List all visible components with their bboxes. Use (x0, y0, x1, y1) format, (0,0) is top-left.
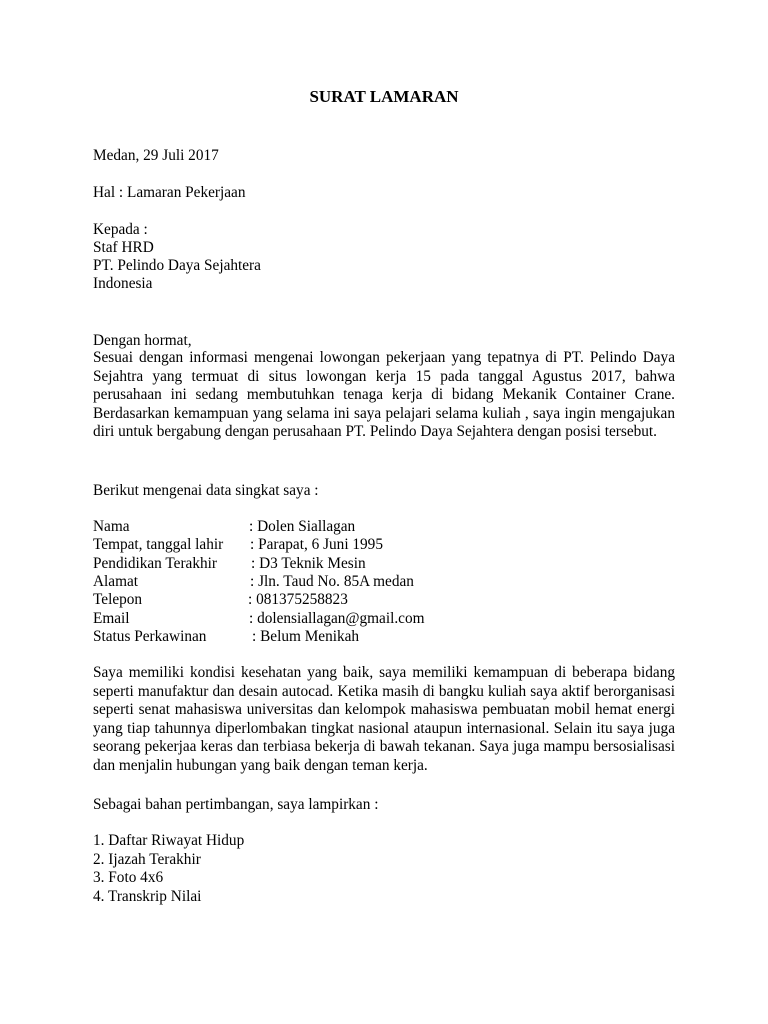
attachment-item: 3. Foto 4x6 (93, 869, 164, 886)
personal-value-marital: : Belum Menikah (252, 628, 360, 645)
recipient-line1: Staf HRD (93, 239, 154, 256)
personal-value-name: : Dolen Siallagan (249, 518, 356, 535)
personal-value-phone: : 081375258823 (248, 591, 348, 608)
personal-label-name: Nama (93, 518, 130, 535)
personal-value-address: : Jln. Taud No. 85A medan (250, 573, 414, 590)
attachments-list (93, 832, 244, 906)
personal-label-marital: Status Perkawinan (93, 628, 207, 645)
personal-label-address: Alamat (93, 573, 139, 590)
personal-label-education: Pendidikan Terakhir (93, 555, 217, 572)
personal-label-phone: Telepon (93, 591, 143, 608)
personal-value-birth: : Parapat, 6 Juni 1995 (250, 536, 383, 553)
personal-label-email: Email (93, 610, 130, 627)
personal-value-email: : dolensiallagan@gmail.com (249, 610, 425, 627)
recipient-line2: PT. Pelindo Daya Sejahtera (93, 257, 261, 274)
personal-label-birth: Tempat, tanggal lahir (93, 536, 224, 553)
data-intro: Berikut mengenai data singkat saya : (93, 482, 319, 499)
attachment-item: 4. Transkrip Nilai (93, 887, 202, 905)
recipient-line3: Indonesia (93, 275, 153, 292)
attachments-intro: Sebagai bahan pertimbangan, saya lampirkan : (93, 796, 379, 813)
recipient-to: Kepada : (93, 221, 148, 238)
attachment-item: 2. Ijazah Terakhir (93, 850, 201, 868)
personal-value-education: : D3 Teknik Mesin (251, 555, 366, 572)
letter-date: Medan, 29 Juli 2017 (93, 147, 219, 164)
body-paragraph: Saya memiliki kondisi kesehatan yang baik, saya memiliki kemampuan di beberapa bidang seperti manufaktur dan desain autocad. Ketika masih di bangku kuliah saya aktif berorganisasi seperti senat mahasiswa universitas dan kelompok mahasiswa pembuatan mobil hemat energi yang tiap tahunnya diperlombakan tingkat nasional ataupun internasional. Selain itu saya juga seorang pekerjaa keras dan terbiasa bekerja di bawah tekanan. Saya juga mampu bersosialisasi dan menjalin hubungan yang baik dengan teman kerja. (93, 664, 675, 774)
greeting: Dengan hormat, (93, 332, 192, 349)
opening-paragraph: Sesuai dengan informasi mengenai lowongan pekerjaan yang tepatnya di PT. Pelindo Daya Sejahtra yang termuat di situs lowongan kerja 15 pada tanggal Agustus 2017, bahwa perusahaan ini sedang membutuhkan tenaga kerja di bidang Mekanik Container Crane. Berdasarkan kemampuan yang selama ini saya pelajari selama kuliah , saya ingin mengajukan diri untuk bergabung dengan perusahaan PT. Pelindo Daya Sejahtera dengan posisi tersebut. (93, 349, 675, 440)
attachment-item: 1. Daftar Riwayat Hidup (93, 832, 245, 849)
letter-title: SURAT LAMARAN (309, 87, 459, 106)
letter-subject: Hal : Lamaran Pekerjaan (93, 184, 246, 201)
